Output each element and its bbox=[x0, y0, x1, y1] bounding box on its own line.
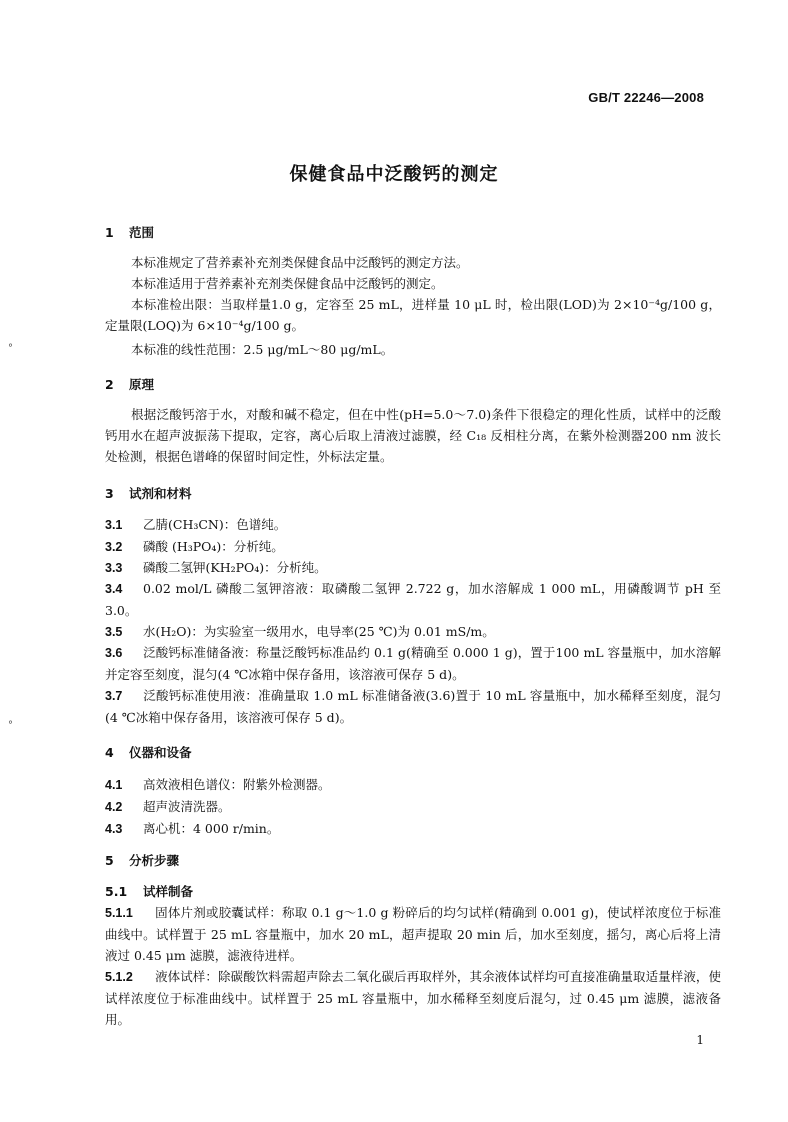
list-item: 5.1.2 液体试样：除碳酸饮料需超声除去二氧化碳后再取样外，其余液体试样均可直接准确量取适量样液，使试样浓度位于标准曲线中。试样置于 25 mL 容量瓶中，加水稀释至刻度后混匀，过 0.45 μm 滤膜，滤液备用。 bbox=[105, 969, 721, 1027]
section-title: 原理 bbox=[129, 377, 155, 392]
section-title: 范围 bbox=[129, 225, 155, 240]
list-item: 5.1.1 固体片剂或胶囊试样：称取 0.1 g～1.0 g 粉碎后的均匀试样(精确到 0.001 g)，使试样浓度位于标准曲线中。试样置于 25 mL 容量瓶中，加水 20 mL，超声提取 20 min 后，加水至刻度，摇匀，离心后将上清液过 0.45 μm 滤膜，滤液待进样。 bbox=[105, 905, 721, 963]
section-heading-procedure bbox=[105, 851, 179, 869]
list-item: 4.2 超声波清洗器。 bbox=[105, 799, 231, 814]
section-number: 4 bbox=[105, 745, 114, 760]
document-title: 保健食品中泛酸钙的测定 bbox=[289, 164, 499, 185]
section-number: 1 bbox=[105, 225, 114, 240]
section-number: 5 bbox=[105, 853, 114, 868]
list-item: 3.5 水(H₂O)：为实验室一级用水，电导率(25 ℃)为 0.01 mS/m。 bbox=[105, 624, 495, 639]
section-number: 3 bbox=[105, 486, 114, 501]
list-item: 3.7 泛酸钙标准使用液：准确量取 1.0 mL 标准储备液(3.6)置于 10 mL 容量瓶中，加水稀释至刻度，混匀(4 ℃冰箱中保存备用，该溶液可保存 5 d)。 bbox=[105, 688, 721, 725]
margin-mark: ° bbox=[8, 720, 13, 731]
paragraph: 本标准检出限：当取样量1.0 g，定容至 25 mL，进样量 10 μL 时，检出限(LOD)为 2×10⁻⁴g/100 g，定量限(LOQ)为 6×10⁻⁴g/100 g。 bbox=[105, 297, 721, 333]
section-heading-apparatus bbox=[105, 743, 192, 761]
section-title: 仪器和设备 bbox=[129, 745, 192, 760]
section-title: 分析步骤 bbox=[129, 853, 180, 868]
subsection-heading: 5.1 试样制备 bbox=[105, 884, 194, 899]
section-heading-principle bbox=[105, 375, 154, 393]
section-heading-reagents bbox=[105, 484, 192, 502]
list-item: 3.6 泛酸钙标准储备液：称量泛酸钙标准品约 0.1 g(精确至 0.000 1 g)，置于100 mL 容量瓶中，加水溶解并定容至刻度，混匀(4 ℃冰箱中保存备用，该溶液可保存 5 d)。 bbox=[105, 645, 721, 682]
section-number: 2 bbox=[105, 377, 114, 392]
list-item: 4.3 离心机：4 000 r/min。 bbox=[105, 821, 280, 836]
list-item: 3.1 乙腈(CH₃CN)：色谱纯。 bbox=[105, 517, 287, 532]
paragraph: 本标准适用于营养素补充剂类保健食品中泛酸钙的测定。 bbox=[131, 276, 444, 291]
paragraph: 本标准的线性范围：2.5 μg/mL～80 μg/mL。 bbox=[131, 342, 394, 357]
paragraph: 本标准规定了营养素补充剂类保健食品中泛酸钙的测定方法。 bbox=[131, 255, 469, 270]
section-title: 试剂和材料 bbox=[129, 486, 192, 501]
page-number: 1 bbox=[696, 1033, 704, 1047]
paragraph: 根据泛酸钙溶于水，对酸和碱不稳定，但在中性(pH=5.0～7.0)条件下很稳定的理化性质，试样中的泛酸钙用水在超声波振荡下提取，定容，离心后取上清液过滤膜，经 C₁₈ 反相柱分离，在紫外检测器200 nm 波长处检测，根据色谱峰的保留时间定性，外标法定量。 bbox=[105, 407, 721, 464]
margin-mark: ° bbox=[8, 343, 13, 354]
list-item: 3.2 磷酸 (H₃PO₄)：分析纯。 bbox=[105, 539, 284, 554]
list-item: 3.3 磷酸二氢钾(KH₂PO₄)：分析纯。 bbox=[105, 560, 327, 575]
list-item: 4.1 高效液相色谱仪：附紫外检测器。 bbox=[105, 777, 331, 792]
section-heading-scope bbox=[105, 223, 154, 241]
standard-code: GB/T 22246—2008 bbox=[588, 90, 704, 105]
list-item: 3.4 0.02 mol/L 磷酸二氢钾溶液：取磷酸二氢钾 2.722 g，加水溶解成 1 000 mL，用磷酸调节 pH 至3.0。 bbox=[105, 581, 721, 618]
